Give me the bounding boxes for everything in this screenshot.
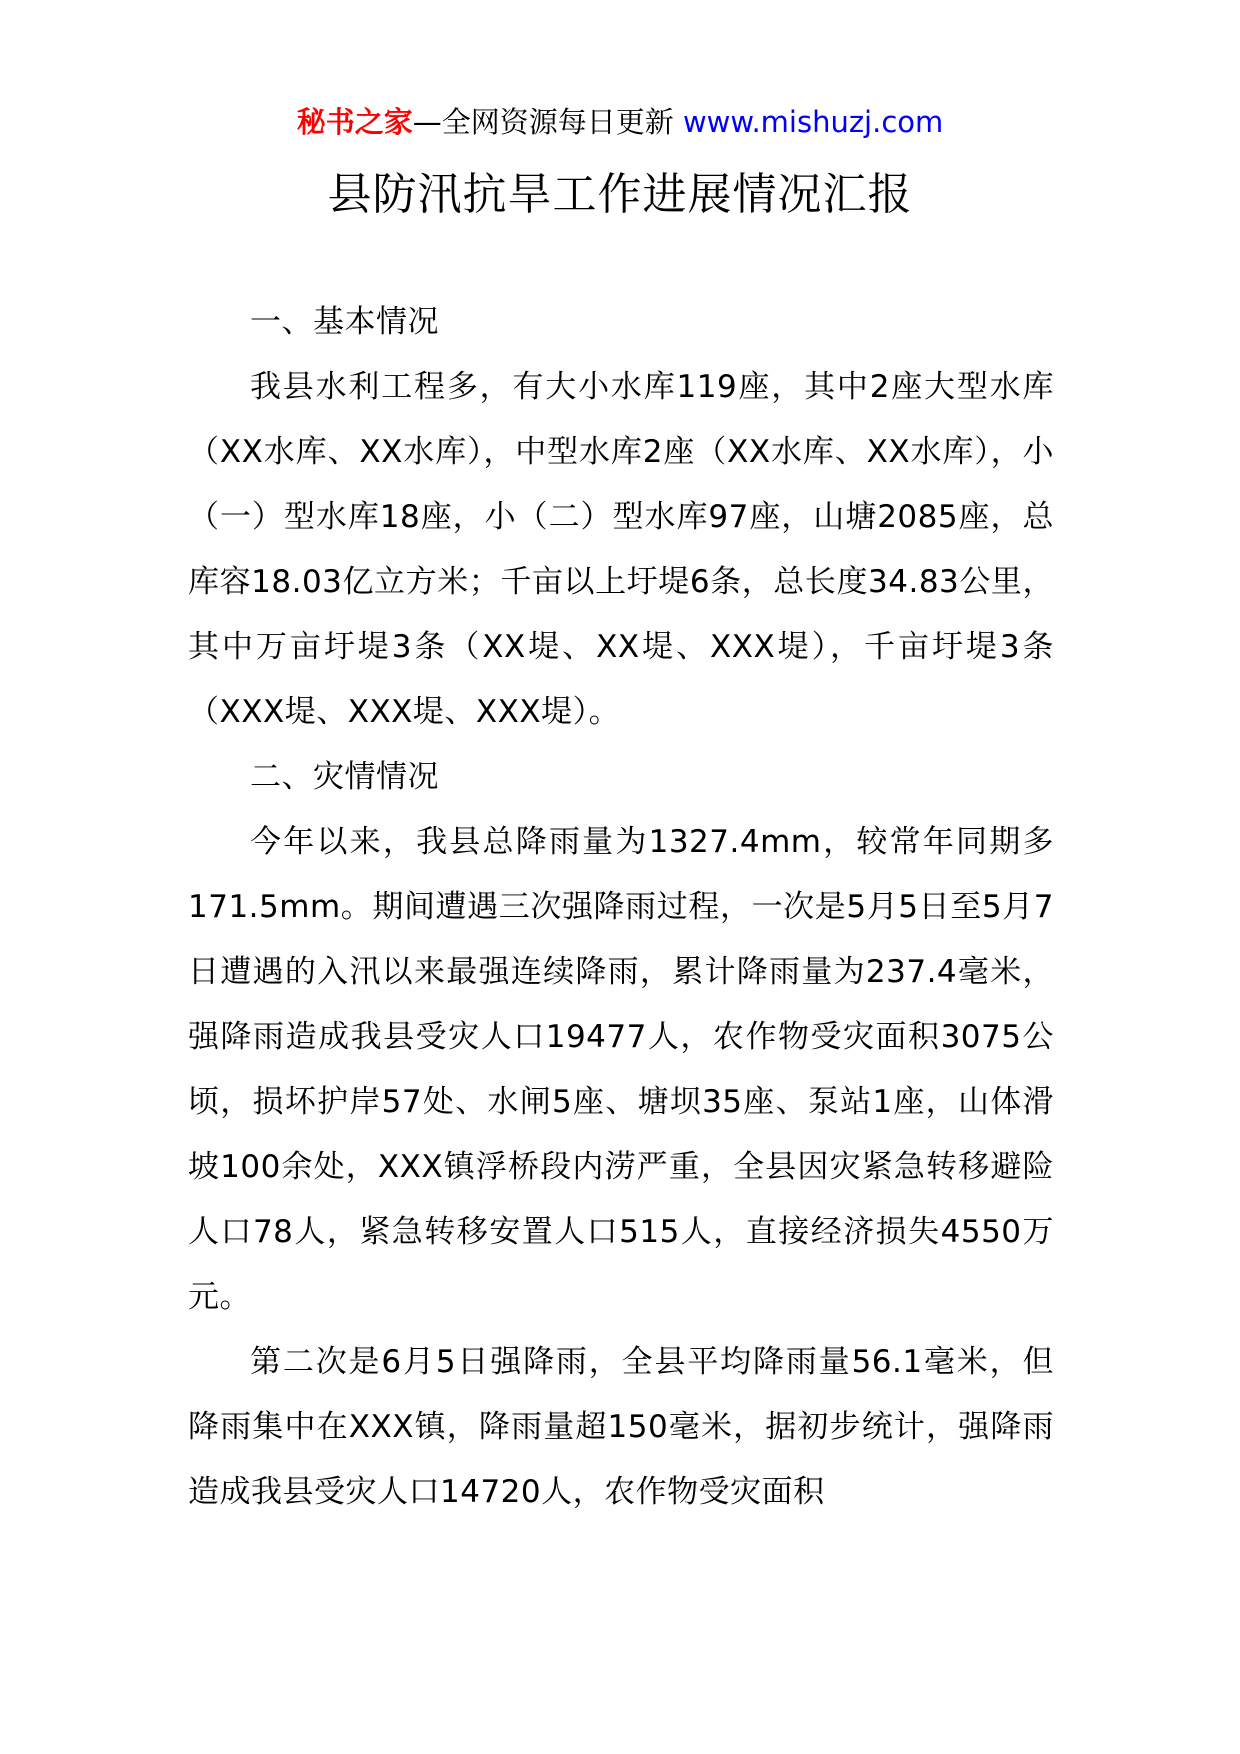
document-title: 县防汛抗旱工作进展情况汇报: [327, 169, 913, 220]
brand-name: 秘书之家: [296, 105, 413, 139]
section-heading-disaster: 二、灾情情况: [250, 759, 439, 795]
paragraph-disaster-first: 今年以来，我县总降雨量为1327.4mm，较常年同期多171.5mm。期间遭遇三次强降雨过程，一次是5月5日至5月7日遭遇的入汛以来最强连续降雨，累计降雨量为237.4毫米，强降雨造成我县受灾人口19477人，农作物受灾面积3075公顷，损坏护岸57处、水闸5座、塘坝35座、泵站1座，山体滑坡100余处，XXX镇浮桥段内涝严重，全县因灾紧急转移避险人口78人，紧急转移安置人口515人，直接经济损失4550万元。: [188, 824, 1054, 1315]
paragraph-disaster-second: 第二次是6月5日强降雨，全县平均降雨量56.1毫米，但降雨集中在XXX镇，降雨量超150毫米，据初步统计，强降雨造成我县受灾人口14720人，农作物受灾面积: [188, 1344, 1054, 1510]
paragraph-basic-info: 我县水利工程多，有大小水库119座，其中2座大型水库（XX水库、XX水库），中型水库2座（XX水库、XX水库），小（一）型水库18座，小（二）型水库97座，山塘2085座，总库容18.03亿立方米；千亩以上圩堤6条，总长度34.83公里，其中万亩圩堤3条（XX堤、XX堤、XXX堤），千亩圩堤3条（XXX堤、XXX堤、XXX堤）。: [188, 369, 1054, 730]
document-body: [188, 290, 1054, 1525]
header-tagline: —全网资源每日更新: [412, 105, 683, 139]
site-header: [0, 100, 1240, 144]
section-heading-basic: 一、基本情况: [250, 304, 439, 340]
site-url-link[interactable]: www.mishuzj.com: [682, 105, 944, 139]
